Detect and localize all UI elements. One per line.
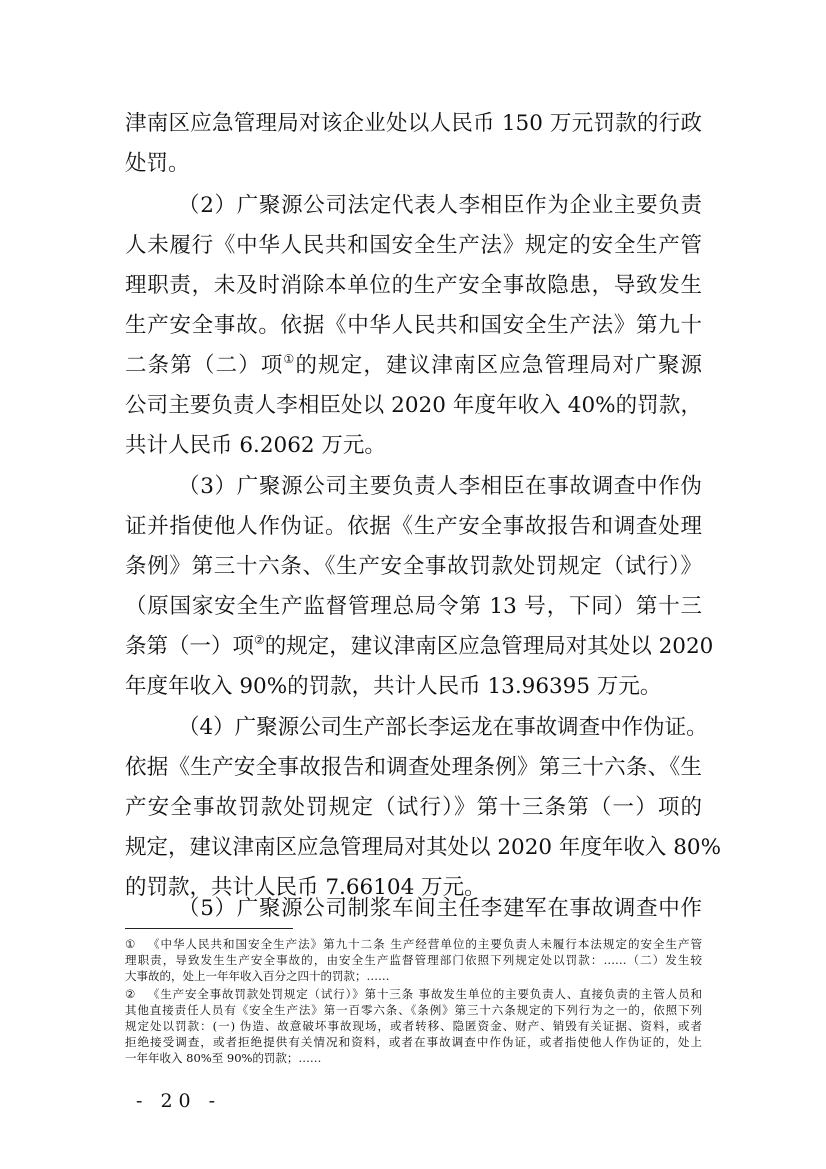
body-line [125,627,714,667]
body-line: （原国家安全生产监督管理总局令第 13 号，下同）第十三 [125,594,702,619]
body-line: 人未履行《中华人民共和国安全生产法》规定的安全生产管 [125,233,702,258]
footnote-line [125,986,702,1002]
body-line: 公司主要负责人李相臣处以 2020 年度年收入 40%的罚款， [125,393,702,418]
body-line: 理职责，未及时消除本单位的生产安全事故隐患，导致发生 [125,273,702,298]
footnote-mark-1: ① [125,937,136,951]
body-line: 产安全事故罚款处罚规定（试行）》第十三条第（一）项的 [125,795,702,820]
footnote-ref-2: ② [254,633,265,647]
body-line: （3）广聚源公司主要负责人李相臣在事故调查中作伪 [178,474,702,499]
body-line-part: 的规定，建议津南区应急管理局对其处以 2020 [264,634,714,659]
body-line [125,346,702,386]
body-line: 的罚款，共计人民币 7.66104 万元。 [125,875,486,900]
page-number: - 20 - [136,1090,222,1112]
footnote-line: 其他直接责任人员有《安全生产法》第一百零六条、《条例》第三十六条规定的下列行为之一的，依照下列 [125,1003,702,1017]
body-line: 共计人民币 6.2062 万元。 [125,433,386,458]
body-line: 年度年收入 90%的罚款，共计人民币 13.96395 万元。 [125,674,662,699]
body-line-part: 的规定，建议津南区应急管理局对广聚源 [295,353,702,378]
body-line: 津南区应急管理局对该企业处以人民币 150 万元罚款的行政 [125,111,702,136]
footnote-line: 拒绝接受调查，或者拒绝提供有关情况和资料，或者在事故调查中作伪证，或者指使他人作伪证的，处上 [125,1035,702,1049]
body-line: （2）广聚源公司法定代表人李相臣作为企业主要负责 [178,193,702,218]
body-line: 依据《生产安全事故报告和调查处理条例》第三十六条、《生 [125,755,702,780]
footnote-separator [125,928,293,929]
footnote-line: 一年年收入 80%至 90%的罚款；…… [125,1051,322,1065]
body-line-part: 二条第（二）项 [125,353,284,378]
body-line-part: 条第（一）项 [125,634,255,659]
body-line: 生产安全事故。依据《中华人民共和国安全生产法》第九十 [125,313,702,338]
body-line: （5）广聚源公司制浆车间主任李建军在事故调查中作 [178,896,702,921]
body-line: 处罚。 [125,151,190,176]
footnote-line: 大事故的，处上一年年收入百分之四十的罚款；…… [125,969,390,983]
footnote-mark-2: ② [125,987,136,1001]
footnote-line [125,936,702,952]
body-line: （4）广聚源公司生产部长李运龙在事故调查中作伪证。 [178,715,708,740]
footnote-line: 理职责，导致发生生产安全事故的，由安全生产监督管理部门依照下列规定处以罚款：……（二）发生较 [125,953,702,967]
footnote-ref-1: ① [283,352,296,366]
footnote-text: 《中华人民共和国安全生产法》第九十二条 生产经营单位的主要负责人未履行本法规定的安全生产管 [147,937,702,951]
body-line: 条例》第三十六条、《生产安全事故罚款处罚规定（试行）》 [125,554,702,579]
body-line: 规定，建议津南区应急管理局对其处以 2020 年度年收入 80% [125,835,722,860]
footnote-text: 《生产安全事故罚款处罚规定（试行）》第十三条 事故发生单位的主要负责人、直接负责的主管人员和 [147,987,702,1001]
footnote-line: 规定处以罚款：(一) 伪造、故意破坏事故现场，或者转移、隐匿资金、财产、销毁有关证据、资料，或者 [125,1019,702,1033]
body-line: 证并指使他人作伪证。依据《生产安全事故报告和调查处理 [125,514,702,539]
